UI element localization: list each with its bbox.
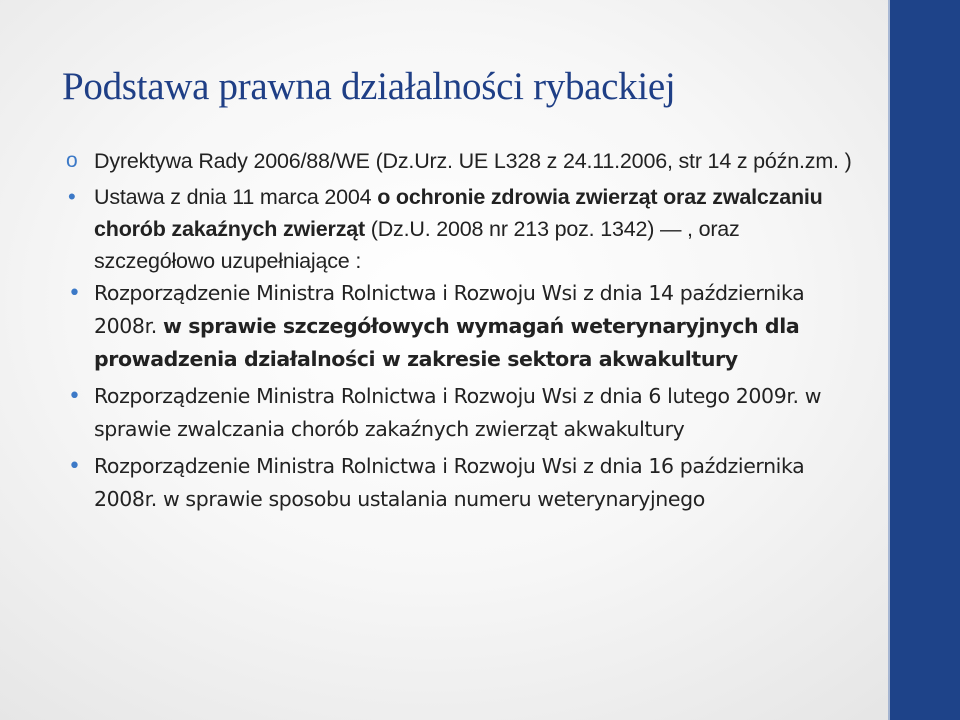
content-list <box>62 145 852 516</box>
right-accent-bar-edge <box>888 0 890 720</box>
dot-bullet-icon: • <box>68 454 81 479</box>
list-item-regulation-aquaculture-requirements <box>62 277 852 376</box>
dot-bullet-icon: • <box>68 384 81 409</box>
right-accent-bar <box>890 0 960 720</box>
item-text-bold: o ochronie zdrowia zwierząt oraz zwalczaniu chorób zakaźnych zwierząt <box>94 185 823 241</box>
list-item-regulation-veterinary-number <box>62 450 852 516</box>
circle-outline-bullet-icon: o <box>66 149 78 172</box>
dot-bullet-icon: • <box>68 281 81 306</box>
dot-bullet-icon: • <box>68 184 76 209</box>
item-text: Rozporządzenie Ministra Rolnictwa i Rozwoju Wsi z dnia 16 października 2008r. w sprawie sposobu ustalania numeru weterynaryjnego <box>94 454 805 511</box>
item-text: Dyrektywa Rady 2006/88/WE (Dz.Urz. UE L328 z 24.11.2006, str 14 z późn.zm. ) <box>94 149 852 173</box>
list-item-directive <box>62 145 852 177</box>
list-item-act <box>62 181 852 277</box>
slide-title: Podstawa prawna działalności rybackiej <box>62 65 676 108</box>
item-text: Rozporządzenie Ministra Rolnictwa i Rozwoju Wsi z dnia 6 lutego 2009r. w sprawie zwalczania chorób zakaźnych zwierząt akwakultury <box>94 384 822 441</box>
list-item-regulation-disease-control <box>62 380 852 446</box>
item-text: Ustawa z dnia 11 marca 2004 <box>94 185 378 209</box>
item-text-bold: w sprawie szczegółowych wymagań weterynaryjnych dla prowadzenia działalności w zakresie sektora akwakultury <box>94 314 800 371</box>
item-text: (Dz.U. 2008 nr 213 poz. 1342) — , oraz szczegółowo uzupełniające : <box>94 217 740 273</box>
item-text: Rozporządzenie Ministra Rolnictwa i Rozwoju Wsi z dnia 14 października 2008r. <box>94 281 805 338</box>
